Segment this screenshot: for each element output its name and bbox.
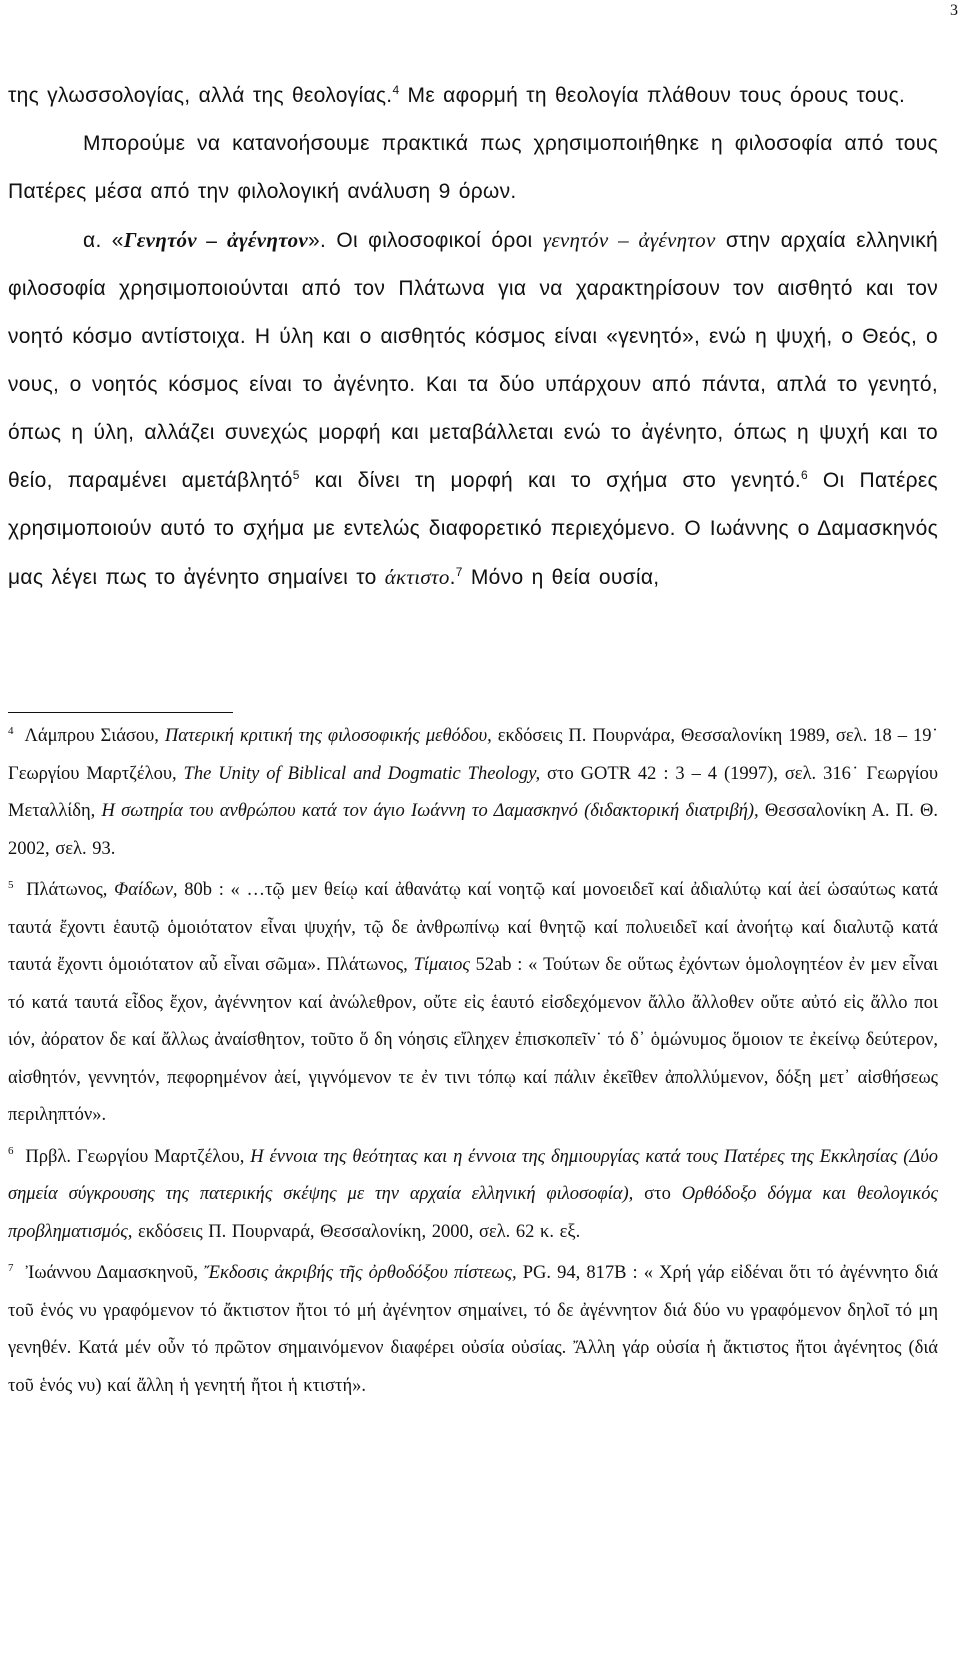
paragraph-3-seg-4: . — [449, 566, 456, 589]
paragraph-3 — [8, 216, 938, 602]
paragraph-3-intro: ». Οι φιλοσοφικοί όροι — [308, 229, 543, 252]
footnote-6 — [8, 1139, 938, 1252]
footnote-text: στο — [633, 1184, 682, 1204]
footnote-text: Πρβλ. Γεωργίου Μαρτζέλου, — [19, 1146, 251, 1167]
aktisto-term: άκτιστο — [384, 565, 450, 589]
footnote-ref-7[interactable]: 7 — [455, 565, 463, 579]
footnote-title: The Unity of Biblical and Dogmatic Theology, — [183, 763, 541, 784]
paragraph-3-seg-2: και δίνει τη μορφή και το σχήμα στο γενητό. — [299, 469, 801, 492]
footnote-title: Ἔκδοσις ἀκριβής τῆς ὀρθοδόξου πίστεως, — [204, 1263, 517, 1283]
footnote-ref-5[interactable]: 5 — [292, 468, 300, 482]
paragraph-2 — [8, 120, 938, 216]
greek-terms: γενητόν – ἀγένητον — [542, 228, 716, 252]
footnote-text: 52ab : « Τούτων δε οὕτως ἐχόντων ὁμολογητέον ἐν μεν εἶναι τό κατά ταυτά εἶδος ἔχον, ἀγέννητον καί ἀνώλεθρον, οὔτε εἰς ἑαυτό εἰσδεχόμενον ἄλλο ἄλλοθεν οὔτε αὐτό εἰς ἄλλο ποι ιόν, ἀόρατον δε καί ἄλλως ἀναίσθητον, τοῦτο ὅ δη νόησις εἴληχεν ἐπισκοπεῖν˙ τό δ᾽ ὁμώνυμος ὅμοιον τε ἐκείνῳ δεύτερον, αἰσθητόν, γεννητόν, πεφορημένον ἀεί, γιγνόμενον τε ἐν τινι τόπῳ καί πάλιν ἐκεῖθεν ἀπολλύμενον, δόξη μετ᾽ αἰσθήσεως περιληπτόν». — [8, 955, 939, 1125]
footnote-ref-6[interactable]: 6 — [800, 468, 808, 482]
footnote-5 — [8, 872, 938, 1135]
footnote-text: Πλάτωνος, — [19, 880, 115, 900]
paragraph-1-text: της γλωσσολογίας, αλλά της θεολογίας. — [8, 84, 393, 107]
footnote-7 — [8, 1255, 938, 1405]
footnote-title: Τίμαιος — [413, 955, 470, 975]
footnote-number: 4 — [8, 724, 14, 737]
section-title: Γενητόν – ἀγένητον — [123, 228, 309, 252]
paragraph-3-seg-1: στην αρχαία ελληνική φιλοσοφία χρησιμοποιούνται από τον Πλάτωνα για να χαρακτηρίσουν τον αισθητό και τον νοητό κόσμο αντίστοιχα. Η ύλη και ο αισθητός κόσμος είναι «γενητό», ενώ η ψυχή, ο Θεός, ο νους, ο νοητός κόσμος είναι το ἀγένητο. Και τα δύο υπάρχουν από πάντα, απλά το γενητό, όπως η ύλη, αλλάζει συνεχώς μορφή και μεταβάλλεται ενώ το ἀγένητο, όπως η ψυχή και το θείο, παραμένει αμετάβλητό — [8, 229, 938, 492]
footnote-title: Ορθόδοξο δόγμα και θεολογικός προβληματισμός, — [8, 1184, 938, 1242]
footnote-title: Φαίδων, — [114, 880, 178, 900]
footnote-number: 7 — [8, 1261, 14, 1274]
paragraph-3-seg-3: Οι Πατέρες χρησιμοποιούν αυτό το σχήμα με εντελώς διαφορετικό περιεχόμενο. Ο Ιωάννης ο Δαμασκηνός μας λέγει πως το ἀγένητο σημαίνει το — [8, 469, 938, 589]
footnote-text: στο GOTR 42 : 3 – 4 (1997), σελ. 316˙ Γεωργίου Μεταλλίδη, — [8, 763, 938, 821]
footnote-ref-4[interactable]: 4 — [392, 83, 400, 97]
footnotes — [8, 718, 938, 1409]
footnote-text: εκδόσεις Π. Πουρναρά, Θεσσαλονίκη, 2000, σελ. 62 κ. εξ. — [132, 1221, 581, 1242]
footnote-title: Η σωτηρία του ανθρώπου κατά τον άγιο Ιωάννη το Δαμασκηνό (διδακτορική διατριβή), — [101, 801, 759, 821]
footnote-text: 80b : « …τῷ μεν θείῳ καί ἀθανάτῳ καί νοητῷ καί μονοειδεῖ καί ἀδιαλύτῳ καί ἀεί ὡσαύτως κατά ταυτά ἔχοντι ἑαυτῷ ὁμοιότατον εἶναι ψυχήν, τῷ δε ἀνθρωπίνῳ καί θνητῷ καί πολυειδεῖ καί ἀνοήτῳ καί διαλυτῷ κατά ταυτά ἔχοντι ὁμοιότατον αὖ εἶναι σῶμα». Πλάτωνος, — [8, 880, 939, 975]
paragraph-3-seg-5: Μόνο η θεία ουσία, — [462, 566, 660, 589]
footnote-text: εκδόσεις Π. Πουρνάρα, Θεσσαλονίκη 1989, σελ. 18 – 19˙ Γεωργίου Μαρτζέλου, — [8, 726, 938, 784]
footnote-text: Λάμπρου Σιάσου, — [19, 726, 165, 746]
footnote-text: PG. 94, 817B : « Χρή γάρ εἰδέναι ὅτι τό ἀγέννητο διά τοῦ ἑνός νυ γραφόμενον τό ἄκτιστον ἤτοι τό μή ἀγένητον σημαίνει, τό δε ἀγέννητον διά δύο νυ γραφόμενον δηλοῖ τό μη γενηθέν. Κατά μέν οὖν τό πρῶτον σημαινόμενον διαφέρει οὐσία οὐσίας. Ἄλλη γάρ οὐσία ἡ ἄκτιστος ἤτοι ἀγένητος (διά τοῦ ἑνός νυ) καί ἄλλη ἡ γενητή ἤτοι ἡ κτιστή». — [8, 1263, 938, 1396]
footnote-title: Πατερική κριτική της φιλοσοφικής μεθόδου, — [164, 726, 492, 746]
page-number: 3 — [950, 2, 958, 19]
main-text — [8, 72, 938, 602]
footnote-number: 6 — [8, 1145, 14, 1158]
footnote-text: Ἰωάννου Δαμασκηνοῦ, — [19, 1263, 205, 1283]
section-prefix: α. « — [83, 229, 124, 252]
footnote-4 — [8, 718, 938, 868]
footnote-number: 5 — [8, 878, 14, 891]
paragraph-1 — [8, 72, 938, 120]
paragraph-2-text: Μπορούμε να κατανοήσουμε πρακτικά πως χρησιμοποιήθηκε η φιλοσοφία από τους Πατέρες μέσα από την φιλολογική ανάλυση 9 όρων. — [8, 132, 938, 203]
footnote-separator — [8, 712, 233, 713]
paragraph-1-tail: Με αφορμή τη θεολογία πλάθουν τους όρους τους. — [399, 84, 906, 107]
footnote-text: Θεσσαλονίκη Α. Π. Θ. 2002, σελ. 93. — [8, 801, 938, 859]
footnote-title: Η έννοια της θεότητας και η έννοια της δημιουργίας κατά τους Πατέρες της Εκκλησίας (Δύο σημεία σύγκρουσης της πατερικής σκέψης με την αρχαία ελληνική φιλοσοφία), — [8, 1146, 938, 1204]
